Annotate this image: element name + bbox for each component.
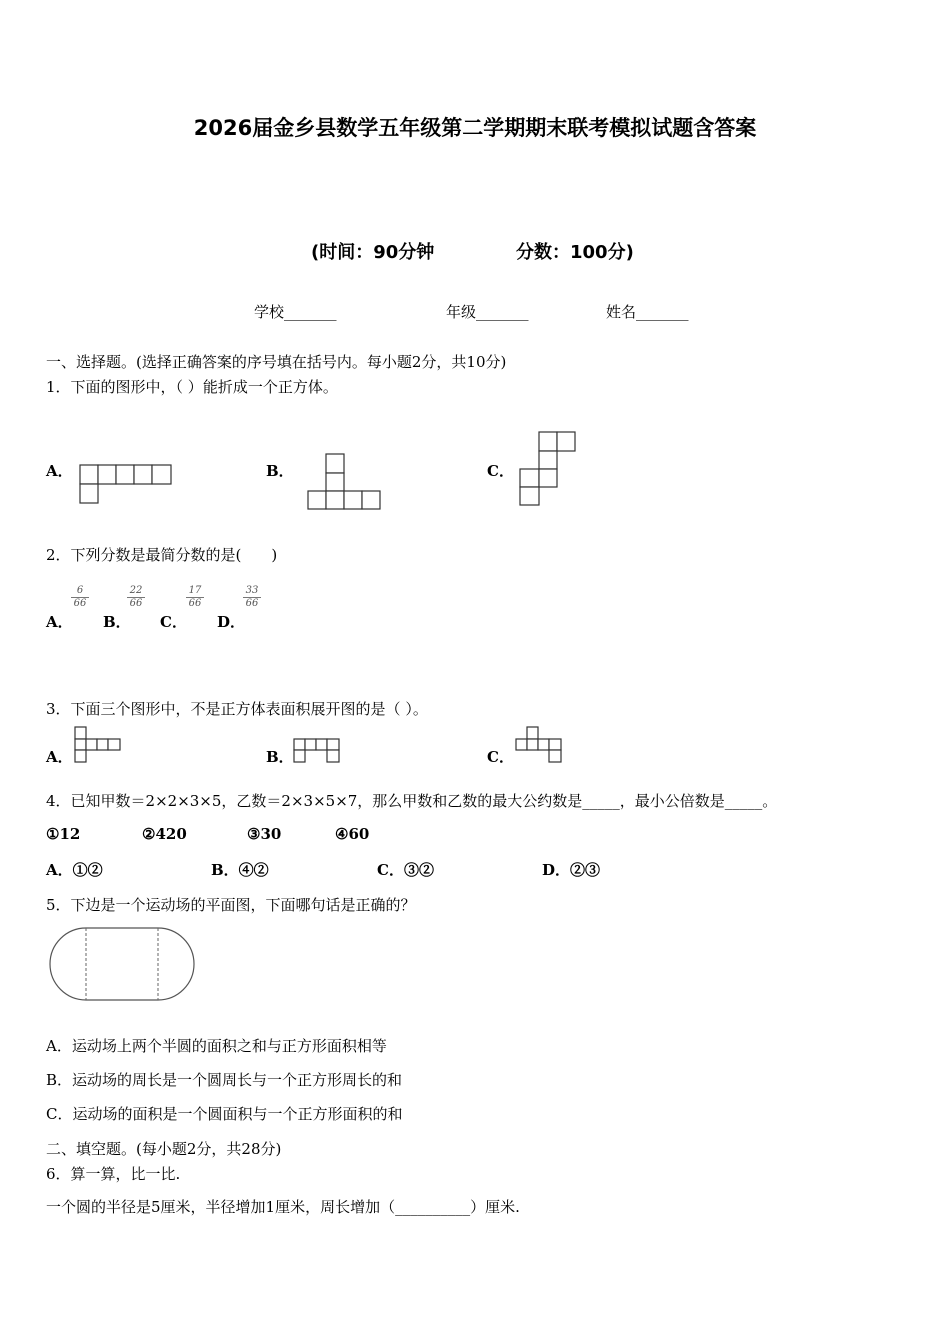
q4-text: 4．已知甲数＝2×2×3×5，乙数＝2×3×5×7，那么甲数和乙数的最大公约数是_____，最小公倍数是_____。 (46, 792, 778, 810)
grade-field: 年级_______ (446, 303, 529, 321)
q4-option-d: D．②③ (542, 861, 601, 879)
fraction-denominator: 66 (188, 598, 202, 609)
page-title: 2026届金乡县数学五年级第二学期期末联考模拟试题含答案 (193, 116, 757, 140)
q3-option-b: B． (266, 748, 294, 766)
q3-option-c: C． (487, 748, 514, 766)
q2-fraction-a (71, 586, 89, 609)
school-field: 学校_______ (254, 303, 337, 321)
q2-fraction-d (243, 586, 261, 609)
q5-option-c: C．运动场的面积是一个圆面积与一个正方形面积的和 (46, 1105, 403, 1123)
section2-heading: 二、填空题。(每小题2分，共28分) (46, 1140, 282, 1158)
q1-net-a (80, 464, 175, 506)
q5-option-a: A．运动场上两个半圆的面积之和与正方形面积相等 (46, 1037, 387, 1055)
exam-score: 分数：100分) (516, 242, 634, 263)
q4-option-b: B．④② (211, 861, 269, 879)
fraction-denominator: 66 (245, 598, 259, 609)
q1-net-c (519, 430, 579, 510)
q1-option-c: C． (487, 462, 514, 480)
section1-heading: 一、选择题。(选择正确答案的序号填在括号内。每小题2分，共10分) (46, 353, 507, 371)
q3-option-a: A． (46, 748, 73, 766)
q4-option-c: C．③② (377, 861, 434, 879)
q4-choice-4: ④60 (335, 825, 370, 843)
q1-net-b (307, 453, 385, 513)
fraction-numerator: 22 (129, 585, 143, 596)
q2-fraction-c (186, 586, 204, 609)
q6-text: 6．算一算，比一比. (46, 1165, 181, 1183)
q6-line2: 一个圆的半径是5厘米，半径增加1厘米，周长增加（__________）厘米. (46, 1198, 520, 1216)
fraction-numerator: 17 (188, 585, 202, 596)
q4-choice-1: ①12 (46, 825, 81, 843)
q2-option-a: A． (46, 613, 73, 631)
fraction-numerator: 6 (76, 585, 84, 596)
stadium-diagram (48, 926, 198, 1002)
fraction-numerator: 33 (245, 585, 259, 596)
q1-text: 1．下面的图形中，（ ）能折成一个正方体。 (46, 378, 338, 396)
fraction-denominator: 66 (73, 598, 87, 609)
q2-fraction-b (127, 586, 145, 609)
q2-option-d: D． (217, 613, 246, 631)
q2-text: 2．下列分数是最简分数的是( ) (46, 546, 278, 564)
fraction-denominator: 66 (129, 598, 143, 609)
q2-option-c: C． (160, 613, 187, 631)
q3-net-c (515, 726, 567, 766)
q4-option-a: A．①② (46, 861, 103, 879)
q2-option-b: B． (103, 613, 131, 631)
q1-option-b: B． (266, 462, 294, 480)
name-field: 姓名_______ (606, 303, 689, 321)
q5-text: 5．下边是一个运动场的平面图，下面哪句话是正确的？ (46, 896, 416, 914)
q3-net-b (293, 738, 345, 766)
q3-text: 3．下面三个图形中，不是正方体表面积展开图的是（ ）。 (46, 700, 428, 718)
q3-net-a (74, 726, 124, 764)
q4-choice-3: ③30 (247, 825, 282, 843)
q1-option-a: A． (46, 462, 73, 480)
q5-option-b: B．运动场的周长是一个圆周长与一个正方形周长的和 (46, 1071, 403, 1089)
q4-choice-2: ②420 (142, 825, 187, 843)
exam-time: (时间：90分钟 (311, 242, 435, 263)
